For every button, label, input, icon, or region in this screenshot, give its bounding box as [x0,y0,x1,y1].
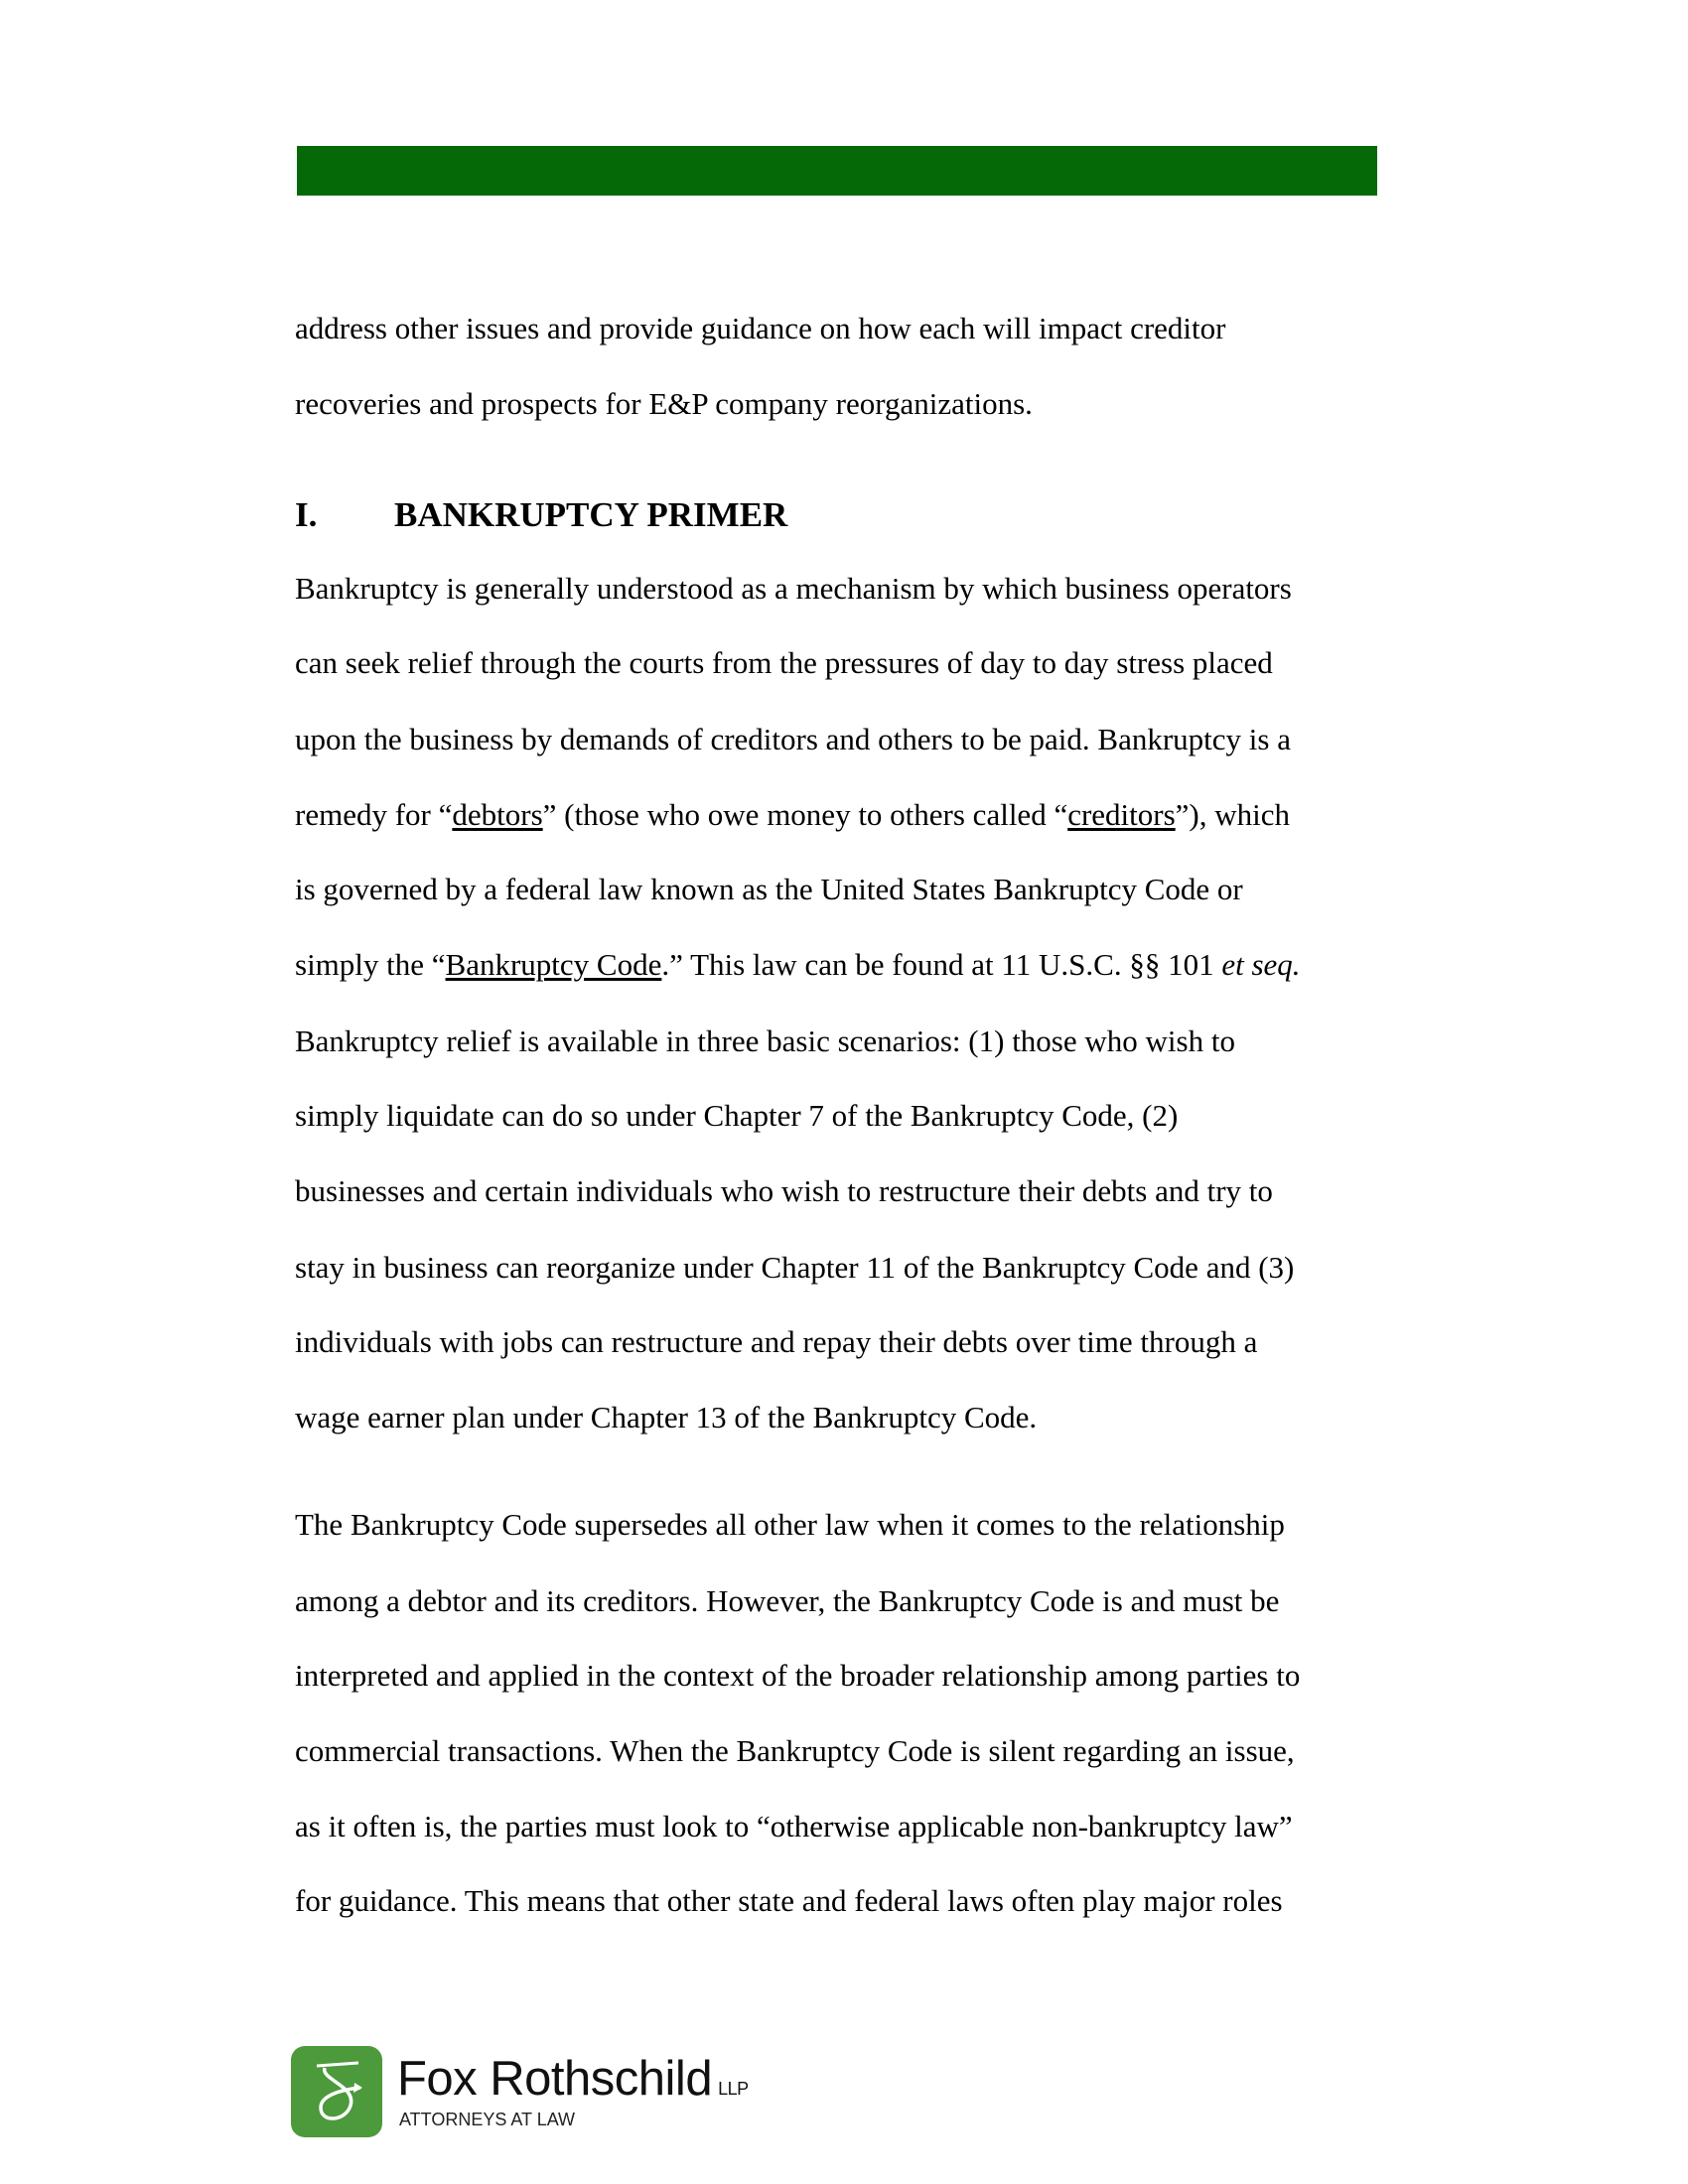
text: simply the “ [295,947,446,982]
body-line: simply liquidate can do so under Chapter 7 of the Bankruptcy Code, (2) [295,1098,1179,1133]
italic-et-seq: et seq. [1221,947,1301,982]
intro-line: address other issues and provide guidance on how each will impact creditor [295,311,1226,345]
firm-suffix: LLP [718,2079,749,2099]
defined-term-debtors: debtors [452,797,543,832]
body-line: as it often is, the parties must look to “otherwise applicable non-bankruptcy law” [295,1809,1293,1843]
body-line: individuals with jobs can restructure and repay their debts over time through a [295,1324,1258,1359]
section-title: BANKRUPTCY PRIMER [394,495,788,534]
defined-term-bankruptcy-code: Bankruptcy Code [445,947,662,982]
intro-line: recoveries and prospects for E&P company reorganizations. [295,386,1033,421]
body-line: upon the business by demands of creditors and others to be paid. Bankruptcy is a [295,722,1291,756]
text: ” (those who owe money to others called “ [542,797,1068,832]
body-line: among a debtor and its creditors. However, the Bankruptcy Code is and must be [295,1583,1280,1618]
body-line: Bankruptcy relief is available in three basic scenarios: (1) those who wish to [295,1024,1235,1058]
body-line: stay in business can reorganize under Chapter 11 of the Bankruptcy Code and (3) [295,1250,1295,1285]
body-line: is governed by a federal law known as the United States Bankruptcy Code or [295,872,1243,906]
body-line: can seek relief through the courts from the pressures of day to day stress placed [295,645,1273,680]
firm-tagline: ATTORNEYS AT LAW [399,2110,576,2129]
body-line: commercial transactions. When the Bankruptcy Code is silent regarding an issue, [295,1733,1295,1768]
fox-rothschild-logo-icon [291,2046,382,2137]
firm-name [397,2051,749,2107]
defined-term-creditors: creditors [1067,797,1176,832]
body-line: Bankruptcy is generally understood as a mechanism by which business operators [295,571,1292,606]
body-line: wage earner plan under Chapter 13 of the Bankruptcy Code. [295,1400,1038,1434]
body-line: interpreted and applied in the context of the broader relationship among parties to [295,1658,1301,1693]
section-heading [295,495,787,535]
header-bar [297,146,1377,196]
body-line: The Bankruptcy Code supersedes all other law when it comes to the relationship [295,1507,1285,1542]
text: .” This law can be found at 11 U.S.C. §§ 101 [661,947,1222,982]
text: remedy for “ [295,797,453,832]
body-line [295,947,1301,983]
body-line: businesses and certain individuals who wish to restructure their debts and try to [295,1173,1273,1208]
text: ”), which [1175,797,1291,832]
body-line [295,797,1290,833]
body-line: for guidance. This means that other state and federal laws often play major roles [295,1883,1283,1918]
firm-name-text: Fox Rothschild [397,2052,713,2106]
section-number: I. [295,495,318,534]
